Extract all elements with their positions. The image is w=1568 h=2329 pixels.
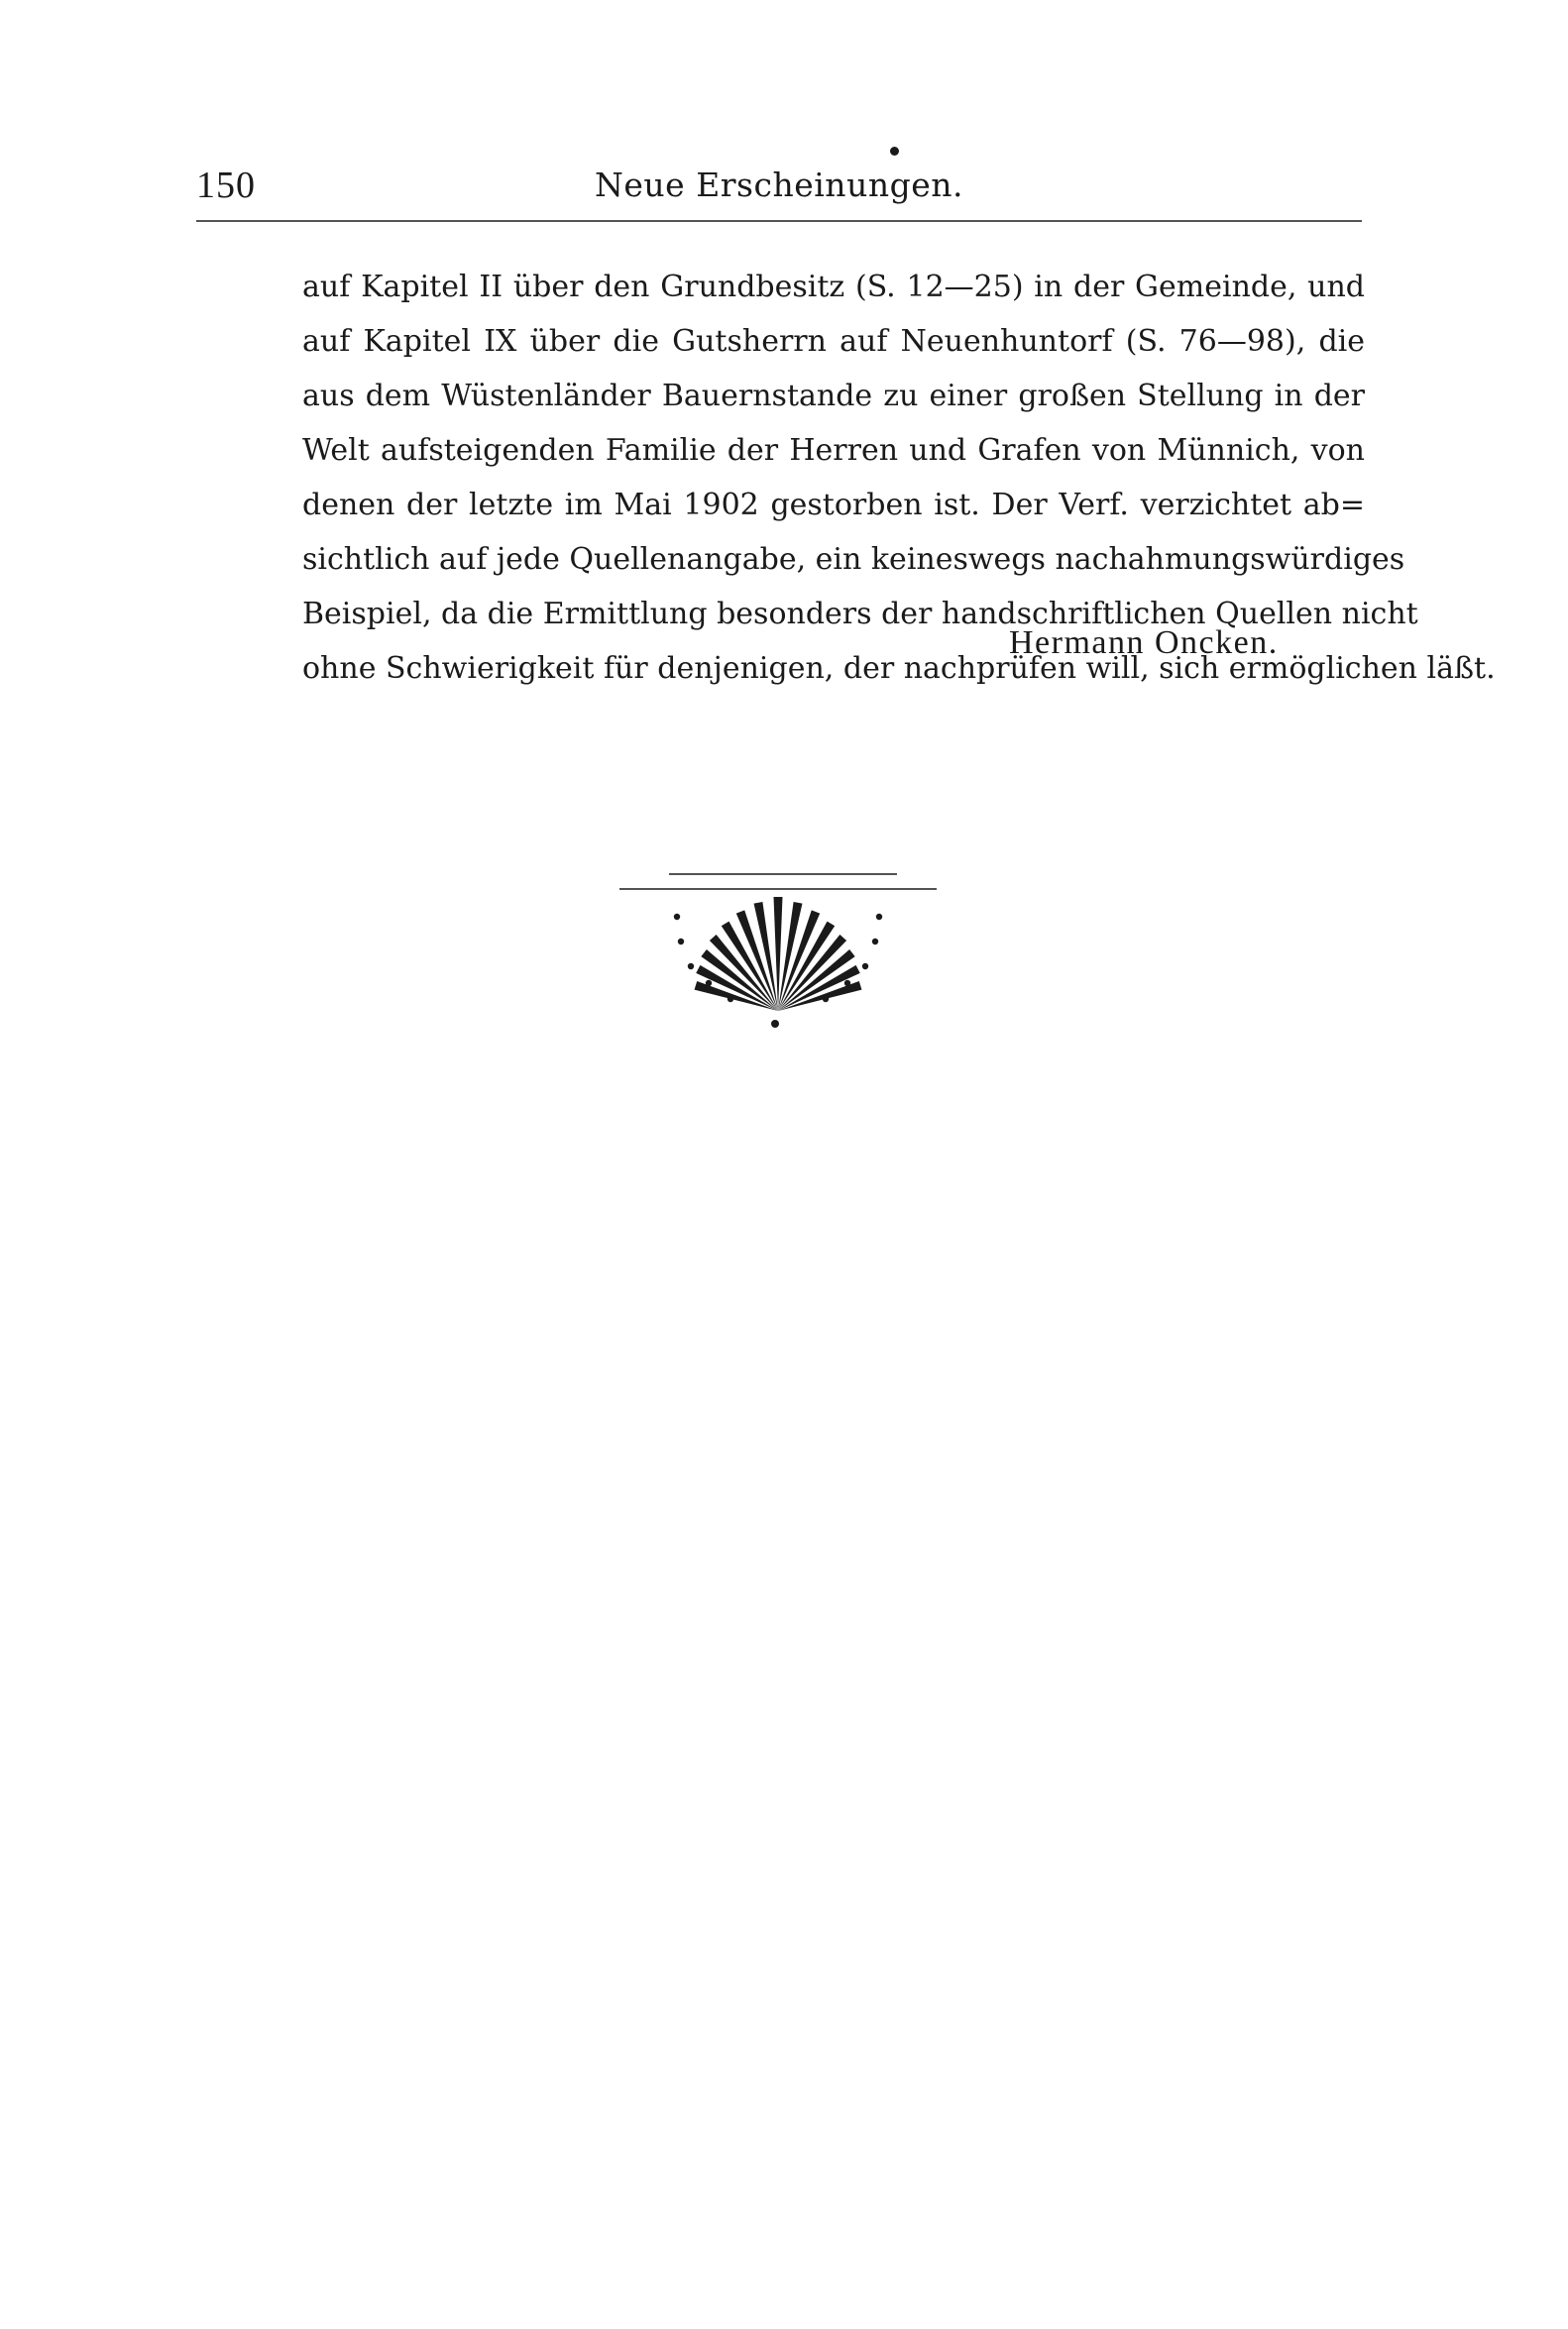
sunburst-fleuron-icon <box>619 872 947 1035</box>
running-title: Neue Erscheinungen. <box>595 166 963 204</box>
page-header <box>196 164 1362 219</box>
ornament-dot <box>872 939 878 944</box>
text-line: auf Kapitel IX über die Gutsherrn auf Neuenhuntorf (S. 76—98), die <box>302 324 1365 359</box>
ornament-bottom-dot <box>771 1020 779 1028</box>
author-signature: Hermann Oncken. <box>1009 624 1279 661</box>
text-line: sichtlich auf jede Quellenangabe, ein keineswegs nachahmungswürdiges <box>302 542 1405 577</box>
text-line: denen der letzte im Mai 1902 gestorben ist. Der Verf. verzichtet ab= <box>302 488 1365 522</box>
ornament-dot <box>862 963 868 969</box>
ornament-dot <box>876 914 882 920</box>
text-line: Beispiel, da die Ermittlung besonders der handschriftlichen Quellen nicht <box>302 597 1418 631</box>
header-dot-mark <box>890 147 899 156</box>
ornament-dot <box>844 980 850 986</box>
text-line: aus dem Wüstenländer Bauernstande zu einer großen Stellung in der <box>302 379 1365 413</box>
ornament-dot <box>823 996 829 1002</box>
text-line: Welt aufsteigenden Familie der Herren und Grafen von Münnich, von <box>302 433 1365 468</box>
header-rule <box>196 220 1362 222</box>
ornament-dot <box>678 939 684 944</box>
ornament-dot <box>674 914 680 920</box>
text-line: ohne Schwierigkeit für denjenigen, der nachprüfen will, sich ermöglichen läßt. <box>302 651 1496 686</box>
ornament-rays <box>674 897 882 1011</box>
ornament-dot <box>728 996 733 1002</box>
ornament-dot <box>688 963 694 969</box>
ornament-dot <box>706 980 712 986</box>
text-line: auf Kapitel II über den Grundbesitz (S. 12—25) in der Gemeinde, und <box>302 270 1365 304</box>
page-number: 150 <box>196 165 256 206</box>
